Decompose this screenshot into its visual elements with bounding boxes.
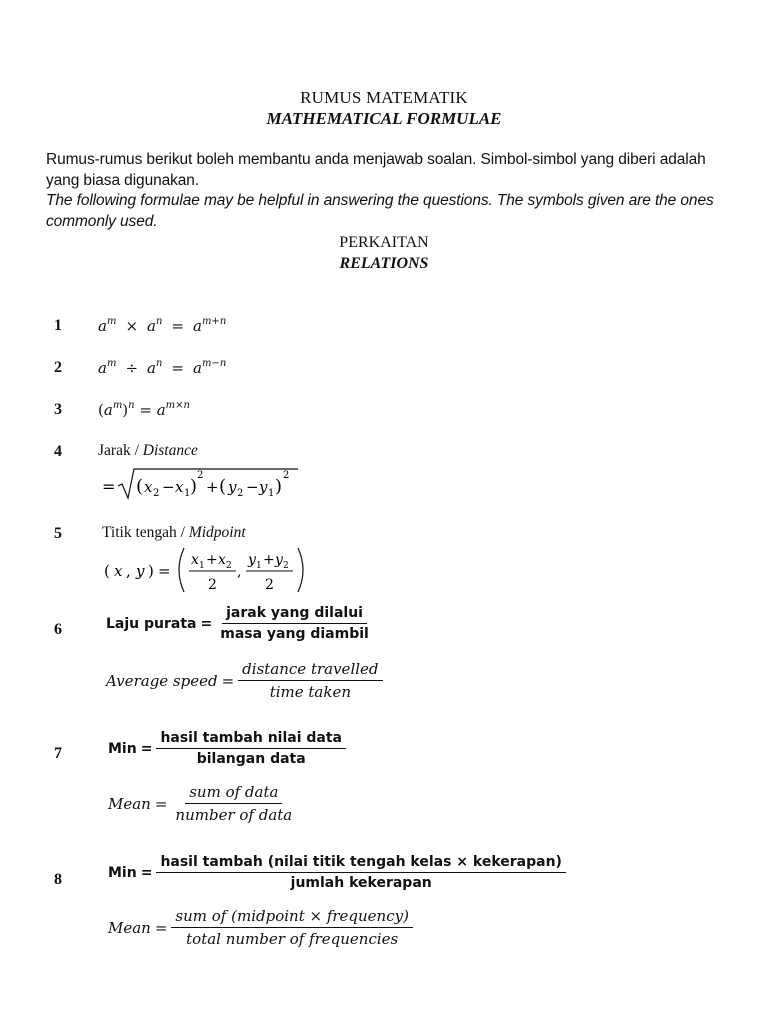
svg-text:+: + [263, 552, 275, 568]
numerator: hasil tambah (nilai titik tengah kelas × kekerapan) [156, 854, 566, 873]
fraction [238, 660, 382, 701]
denominator: masa yang diambil [220, 626, 369, 642]
page-title-english: MATHEMATICAL FORMULAE [266, 109, 502, 128]
page-title: RUMUS MATEMATIK [300, 88, 468, 107]
svg-text:x: x [175, 478, 184, 496]
formula-lhs: Mean [108, 918, 151, 937]
formula-number: 2 [54, 359, 62, 376]
mean-formula-english [108, 783, 296, 824]
fraction [171, 783, 296, 824]
denominator: bilangan data [196, 751, 306, 767]
label-malay: Jarak / [98, 442, 143, 459]
grouped-mean-formula-english [108, 907, 413, 948]
equals-sign: = [140, 864, 153, 881]
formula-number: 5 [54, 525, 62, 542]
svg-text:x: x [218, 552, 226, 568]
svg-text:y: y [259, 478, 268, 496]
svg-text:2: 2 [265, 577, 274, 593]
svg-text:=: = [158, 562, 171, 580]
svg-text:): ) [190, 476, 198, 497]
svg-text:2: 2 [153, 488, 160, 499]
formula-number: 8 [54, 871, 62, 888]
formula-number: 6 [54, 621, 62, 638]
formula-lhs: Laju purata [106, 615, 197, 632]
section-title: PERKAITAN [339, 234, 429, 251]
svg-text:x: x [114, 562, 123, 580]
intro-english: The following formulae may be helpful in answering the questions. The symbols given are the ones commonly used. [46, 192, 714, 230]
denominator: time taken [269, 683, 351, 701]
mean-formula-malay [108, 730, 346, 767]
svg-text:): ) [275, 476, 283, 497]
numerator: sum of (midpoint × frequency) [171, 907, 413, 928]
formula-number: 4 [54, 443, 62, 460]
svg-text:2: 2 [226, 561, 232, 571]
svg-text:2: 2 [283, 561, 289, 571]
formula-lhs: Mean [108, 794, 151, 813]
intro-malay: Rumus-rumus berikut boleh membantu anda menjawab soalan. Simbol-simbol yang diberi adalah yang biasa digunakan. [46, 151, 706, 189]
svg-text:(: ( [219, 476, 227, 497]
equals-sign: = [154, 918, 168, 937]
numerator: sum of data [185, 783, 282, 804]
formula-number: 1 [54, 317, 62, 334]
equals-sign: = [140, 740, 153, 757]
svg-text:y: y [228, 478, 237, 496]
formula-number: 7 [54, 745, 62, 762]
equals-sign: = [154, 794, 168, 813]
label-english: Midpoint [188, 524, 246, 541]
grouped-mean-formula-malay [108, 854, 566, 891]
formula-2-expression: $a^m \div a^n = a^{m-n}$ [98, 358, 227, 377]
svg-text:,: , [126, 562, 131, 580]
svg-text:+: + [206, 478, 219, 496]
svg-text:1: 1 [268, 488, 275, 499]
svg-text:2: 2 [208, 577, 217, 593]
distance-formula [98, 466, 318, 507]
svg-text:y: y [136, 562, 145, 580]
svg-text:y: y [248, 552, 256, 568]
formula-lhs: Average speed [106, 671, 218, 690]
formula-4-label [98, 442, 198, 460]
equals-sign: = [221, 671, 235, 690]
numerator: jarak yang dilalui [222, 605, 367, 624]
midpoint-formula [102, 544, 332, 601]
fraction [156, 854, 566, 891]
svg-text:1: 1 [256, 561, 262, 571]
svg-text:2: 2 [283, 470, 290, 481]
svg-text:=: = [102, 477, 116, 496]
label-english: Distance [142, 442, 198, 459]
svg-text:y: y [275, 552, 283, 568]
denominator: number of data [175, 806, 293, 824]
svg-text:−: − [246, 478, 259, 496]
svg-text:+: + [206, 552, 218, 568]
distance-formula-graphic [98, 466, 318, 502]
numerator: distance travelled [238, 660, 382, 681]
formula-5-label [102, 524, 246, 542]
formula-3-expression: $(a^m)^n = a^{m\times n}$ [98, 400, 190, 419]
fraction [216, 605, 373, 642]
average-speed-formula-english [106, 660, 383, 701]
svg-text:2: 2 [237, 488, 244, 499]
midpoint-formula-graphic [102, 544, 332, 596]
formula-lhs: Min [108, 740, 137, 757]
fraction [156, 730, 346, 767]
numerator: hasil tambah nilai data [156, 730, 346, 749]
svg-text:x: x [144, 478, 153, 496]
fraction [171, 907, 413, 948]
denominator: total number of frequencies [186, 930, 399, 948]
svg-text:x: x [191, 552, 199, 568]
label-malay: Titik tengah / [102, 524, 189, 541]
svg-text:): ) [148, 562, 154, 580]
average-speed-formula-malay [106, 605, 373, 642]
svg-text:2: 2 [197, 470, 204, 481]
svg-text:1: 1 [184, 488, 191, 499]
svg-text:(: ( [136, 476, 144, 497]
formula-lhs: Min [108, 864, 137, 881]
denominator: jumlah kekerapan [290, 875, 432, 891]
formula-number: 3 [54, 401, 62, 418]
svg-text:1: 1 [199, 561, 205, 571]
formula-1-expression: $a^m \times a^n = a^{m+n}$ [98, 316, 227, 335]
svg-text:−: − [162, 478, 175, 496]
svg-text:,: , [237, 564, 242, 580]
section-title-english: RELATIONS [339, 255, 429, 272]
equals-sign: = [200, 615, 213, 632]
svg-text:(: ( [104, 562, 110, 580]
